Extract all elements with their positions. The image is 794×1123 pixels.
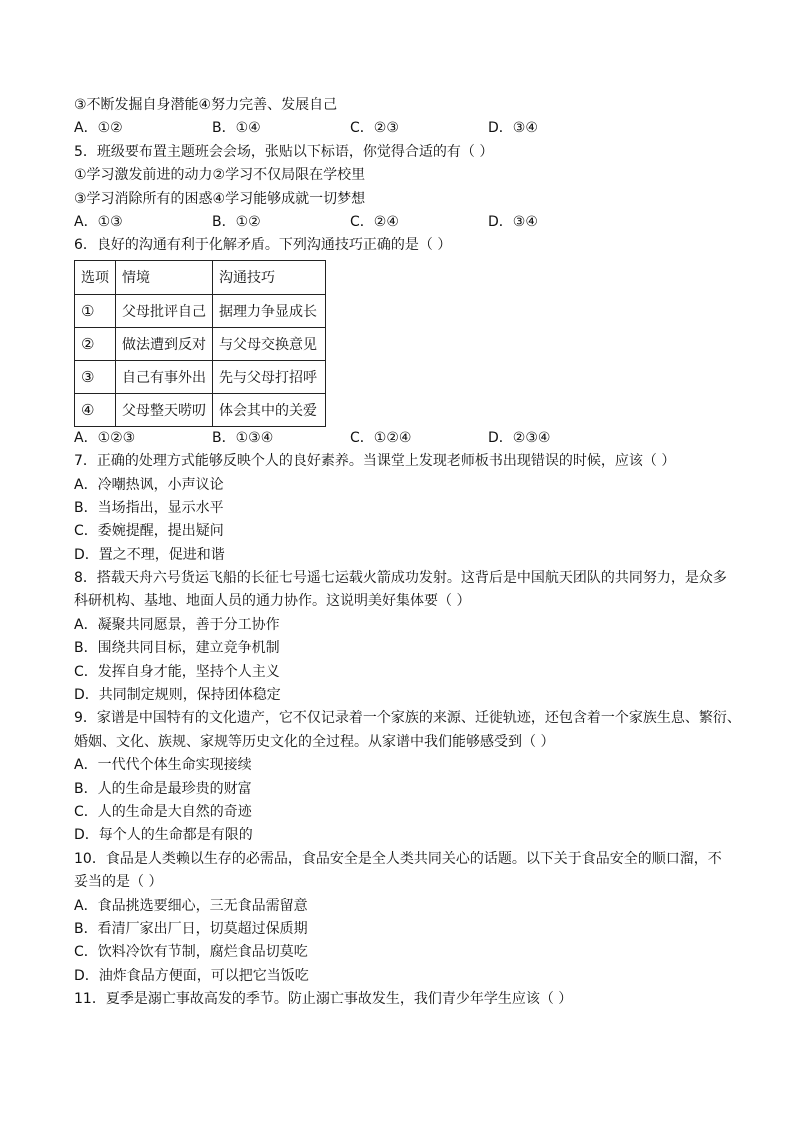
q7-stem: 7．正确的处理方式能够反映个人的良好素养。当课堂上发现老师板书出现错误的时候，应该（ ）	[74, 453, 676, 470]
q6-option-d: D．②③④	[488, 429, 551, 446]
q10-stem-line-2: 妥当的是（ ）	[74, 874, 163, 891]
q9-option-b: B．人的生命是最珍贵的财富	[74, 780, 252, 797]
q10-option-d: D．油炸食品方便面，可以把它当饭吃	[74, 967, 309, 984]
q8-stem-line-2: 科研机构、基地、地面人员的通力协作。这说明美好集体要（ ）	[74, 593, 471, 610]
q10-option-b: B．看清厂家出厂日，切莫超过保质期	[74, 920, 308, 937]
table-cell: 据理力争显成长	[213, 294, 326, 327]
q9-option-a: A．一代代个体生命实现接续	[74, 757, 252, 774]
table-cell: 先与父母打招呼	[213, 360, 326, 393]
q7-option-d: D．置之不理，促进和谐	[74, 546, 225, 563]
q6-stem: 6．良好的沟通有利于化解矛盾。下列沟通技巧正确的是（ ）	[74, 237, 452, 254]
q8-option-d: D．共同制定规则，保持团体稳定	[74, 687, 281, 704]
q4-option-d: D．③④	[488, 120, 538, 137]
q9-option-c: C．人的生命是大自然的奇迹	[74, 803, 252, 820]
q8-option-c: C．发挥自身才能，坚持个人主义	[74, 663, 280, 680]
table-cell: 做法遭到反对	[116, 327, 213, 360]
q5-item-line-1: ①学习激发前进的动力②学习不仅局限在学校里	[74, 167, 366, 184]
table-header-cell: 情境	[116, 260, 213, 294]
q4-options	[74, 117, 734, 140]
q5-options	[74, 211, 734, 234]
q5-option-a: A．①③	[74, 213, 123, 230]
q7-option-a: A．冷嘲热讽，小声议论	[74, 476, 224, 493]
q9-stem-line-2: 婚姻、文化、族规、家规等历史文化的全过程。从家谱中我们能够感受到（ ）	[74, 733, 555, 750]
q11-stem: 11．夏季是溺亡事故高发的季节。防止溺亡事故发生，我们青少年学生应该（ ）	[74, 991, 573, 1008]
table-cell: ②	[75, 327, 116, 360]
q4-option-a: A．①②	[74, 120, 123, 137]
table-row	[75, 360, 326, 393]
table-header-row	[75, 260, 326, 294]
q10-stem-line-1: 10．食品是人类赖以生存的必需品，食品安全是全人类共同关心的话题。以下关于食品安全的顺口溜，不	[74, 850, 722, 867]
q7-option-c: C．委婉提醒，提出疑问	[74, 523, 224, 540]
q4-option-c: C．②③	[350, 120, 399, 137]
table-cell: ③	[75, 360, 116, 393]
table-cell: 父母整天唠叨	[116, 393, 213, 426]
q6-options	[74, 427, 734, 450]
q6-option-b: B．①③④	[212, 429, 274, 446]
table-row	[75, 294, 326, 327]
q8-option-b: B．围绕共同目标，建立竞争机制	[74, 640, 280, 657]
q5-option-d: D．③④	[488, 213, 538, 230]
q5-item-line-2: ③学习消除所有的困惑④学习能够成就一切梦想	[74, 190, 366, 207]
q10-option-a: A．食品挑选要细心，三无食品需留意	[74, 897, 308, 914]
table-row	[75, 327, 326, 360]
table-header-cell: 选项	[75, 260, 116, 294]
q4-item-line: ③不断发掘自身潜能④努力完善、发展自己	[74, 97, 338, 113]
q10-option-c: C．饮料冷饮有节制，腐烂食品切莫吃	[74, 944, 308, 961]
table-header-cell: 沟通技巧	[213, 260, 326, 294]
q7-option-b: B．当场指出，显示水平	[74, 499, 224, 516]
table-row	[75, 393, 326, 426]
question-content	[74, 94, 741, 1012]
table-cell: 与父母交换意见	[213, 327, 326, 360]
q9-stem-line-1: 9．家谱是中国特有的文化遗产，它不仅记录着一个家族的来源、迁徙轨迹，还包含着一个家族生息、繁衍、	[74, 710, 741, 727]
q5-option-c: C．②④	[350, 213, 399, 230]
table-cell: 自己有事外出	[116, 360, 213, 393]
table-cell: 父母批评自己	[116, 294, 213, 327]
q8-stem-line-1: 8．搭载天舟六号货运飞船的长征七号遥七运载火箭成功发射。这背后是中国航天团队的共同努力，是众多	[74, 570, 727, 587]
q8-option-a: A．凝聚共同愿景，善于分工协作	[74, 616, 280, 633]
q6-table	[74, 260, 326, 427]
table-cell: ①	[75, 294, 116, 327]
q4-option-b: B．①④	[212, 120, 261, 137]
q6-option-a: A．①②③	[74, 429, 136, 446]
table-cell: ④	[75, 393, 116, 426]
q5-stem: 5．班级要布置主题班会会场，张贴以下标语，你觉得合适的有（ ）	[74, 143, 494, 160]
table-cell: 体会其中的关爱	[213, 393, 326, 426]
q6-option-c: C．①②④	[350, 429, 412, 446]
q5-option-b: B．①②	[212, 213, 261, 230]
q9-option-d: D．每个人的生命都是有限的	[74, 827, 253, 844]
